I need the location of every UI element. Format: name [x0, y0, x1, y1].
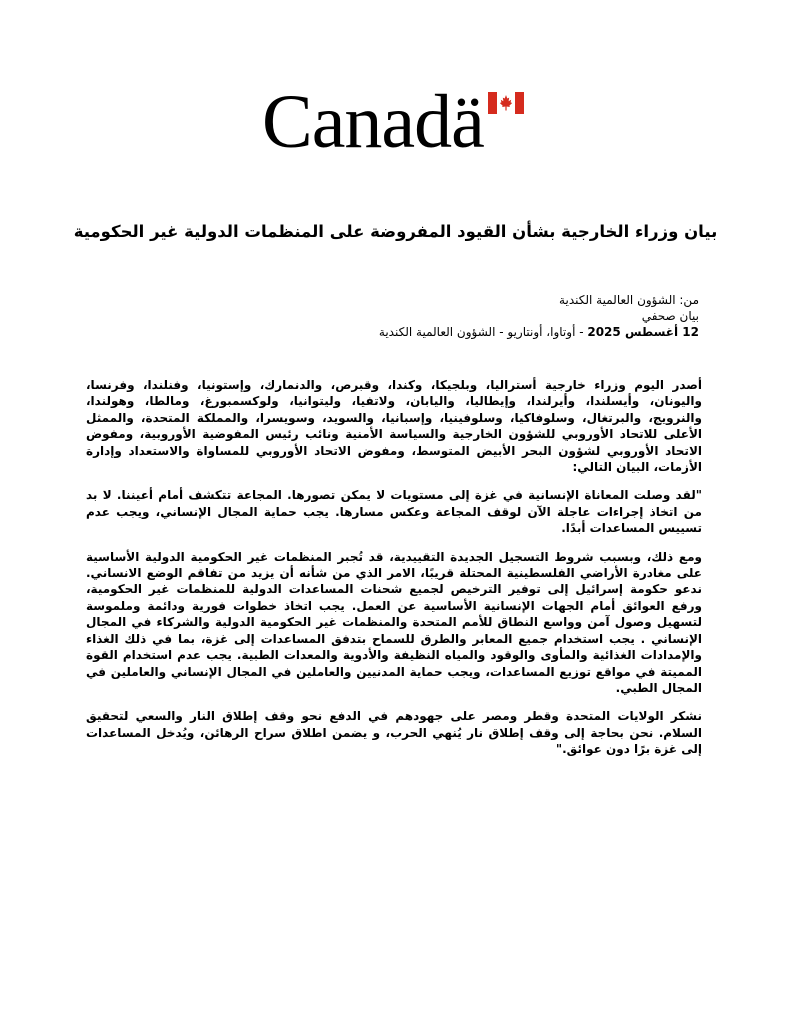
source-line: من: الشؤون العالمية الكندية [559, 293, 699, 307]
release-date: 12 أغسطس 2025 [587, 325, 699, 339]
paragraph-signatories: أصدر اليوم وزراء خارجية أستراليا، وبلجيكا، وكندا، وقبرص، والدنمارك، وإستونيا، وفنلندا، وفرنسا، واليونان، وأيسلندا، وأيرلندا، وإيطاليا، واليابان، ولاتفيا، وليتوانيا، ولوكسمبورغ، ومالطا، وهولندا، والنرويج، والبرتغال، وسلوفاكيا، وسلوفينيا، وإسبانيا، والسويد، وسويسرا، والمملكة المتحدة، والممثل الأعلى للاتحاد الأوروبي للشؤون الخارجية والسياسة الأمنية ونائب رئيس المفوضية الأوروبية، ومفوض الاتحاد الأوروبي لشؤون البحر الأبيض المتوسط، ومفوض الاتحاد الأوروبي للمساواة والاستعداد وإدارة الأزمات، البيان التالي: [86, 378, 702, 475]
dateline [179, 324, 699, 340]
release-type: بيان صحفي [641, 309, 699, 323]
paragraph-humanitarian-suffering: "لقد وصلت المعاناة الإنسانية في غزة إلى مستويات لا يمكن تصورها. المجاعة تتكشف أمام أعيننا. لا بد من اتخاذ إجراءات عاجلة الآن لوقف المجاعة وعكس مسارها. يجب حماية المجال الإنساني، ويجب عدم تسييس المساعدات أبدًا. [86, 488, 702, 536]
canada-wordmark-text: Canadä [262, 80, 484, 164]
dateline-location: - أوتاوا، أونتاريو - الشؤون العالمية الكندية [378, 325, 588, 339]
paragraph-ceasefire-thanks: نشكر الولايات المتحدة وقطر ومصر على جهودهم في الدفع نحو وقف إطلاق النار والسعي لتحقيق السلام. نحن بحاجة إلى وقف إطلاق نار يُنهي الحرب، و يضمن اطلاق سراح الرهائن، ويُدخل المساعدات إلى غزة برًا دون عوائق." [86, 709, 702, 757]
paragraph-ngo-restrictions: ومع ذلك، وبسبب شروط التسجيل الجديدة التقييدية، قد تُجبر المنظمات غير الحكومية الدولية الأساسية على مغادرة الأراضي الفلسطينية المحتلة قريبًا، الامر الذي من شأنه أن يزيد من تفاقم الوضع الانساني. ندعو حكومة إسرائيل إلى توفير الترخيص لجميع شحنات المساعدات الدولية للمنظمات غير الحكومية، ورفع العوائق أمام الجهات الإنسانية الأساسية عن العمل. يجب اتخاذ خطوات فورية ودائمة وملموسة لتسهيل وصول آمن وواسع النطاق للأمم المتحدة والمنظمات غير الحكومية الدولية والشركاء في المجال الإنساني . يجب استخدام جميع المعابر والطرق للسماح بتدفق المساعدات إلى غزة، بما في ذلك الغذاء والإمدادات الغذائية والمأوى والوقود والمياه النظيفة والأدوية والمعدات الطبية. يجب عدم استخدام القوة المميتة في مواقع توزيع المساعدات، ويجب حماية المدنيين والعاملين في المجال الإنساني والعاملين في المجال الطبي. [86, 549, 702, 695]
statement-title: بيان وزراء الخارجية بشأن القيود المفروضة على المنظمات الدولية غير الحكومية [73, 222, 718, 241]
maple-leaf-flag-icon [488, 92, 524, 114]
press-release-meta [179, 292, 699, 340]
canada-wordmark-logo [262, 80, 532, 164]
statement-body [86, 377, 702, 770]
